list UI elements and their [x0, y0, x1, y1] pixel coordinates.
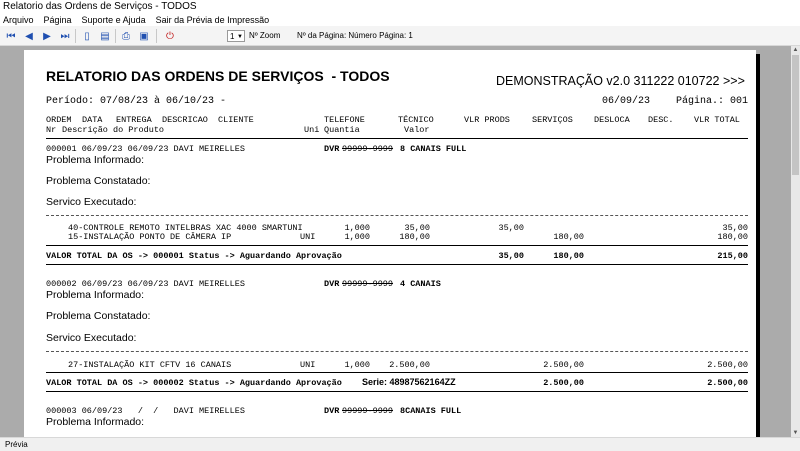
col-nr: Nr [46, 125, 57, 135]
item-qty: 1,000 [344, 223, 370, 233]
order-tech: 8CANAIS FULL [400, 406, 462, 416]
order-phone: 99999-9999 [342, 144, 394, 154]
col-quantia: Quantia [324, 125, 360, 135]
close-preview-icon[interactable]: ⏻ [166, 30, 174, 42]
order-total-divider [46, 245, 748, 246]
order-total-serv: 180,00 [553, 251, 584, 261]
preview-viewport[interactable] [0, 46, 791, 437]
col-cliente: CLIENTE [218, 115, 254, 125]
col-entrega: ENTREGA [116, 115, 152, 125]
item-uni: UNI [300, 232, 316, 242]
col-descricao: DESCRICAO [162, 115, 208, 125]
col-descricao-produto: Descrição do Produto [62, 125, 165, 135]
scroll-down-icon[interactable]: ▼ [792, 430, 799, 436]
order-divider [46, 264, 748, 265]
order-total-line: VALOR TOTAL DA OS -> 000002 Status -> Aguardando Aprovação [46, 378, 342, 388]
order-phone-prefix: DVR [324, 406, 340, 416]
item-uni: UNI [300, 360, 316, 370]
report-version: DEMONSTRAÇÃO v2.0 311222 010722 >>> [496, 74, 745, 88]
col-uni: Uni [304, 125, 320, 135]
item-valor: 35,00 [404, 223, 430, 233]
page-number-label: Nº da Página: Número Página: 1 [297, 31, 413, 40]
header-divider [46, 138, 748, 139]
item-valor: 180,00 [399, 232, 430, 242]
order-total-divider [46, 372, 748, 373]
order-phone-prefix: DVR [324, 279, 340, 289]
order-divider [46, 391, 748, 392]
order-phone: 99999-9999 [342, 406, 394, 416]
servico-executado-label: Servico Executado: [46, 196, 137, 208]
order-total: 2.500,00 [707, 378, 748, 388]
vertical-scrollbar[interactable] [791, 46, 800, 437]
order-line: 000001 06/09/23 06/09/23 DAVI MEIRELLES [46, 144, 245, 154]
item-serv: 2.500,00 [543, 360, 584, 370]
col-telefone: TELEFONE [324, 115, 365, 125]
status-bar: Prévia [0, 437, 800, 450]
scrollbar-thumb[interactable] [792, 55, 799, 175]
order-phone: 99999-9999 [342, 279, 394, 289]
item-valor: 2.500,00 [389, 360, 430, 370]
items-divider [46, 215, 748, 216]
col-data: DATA [82, 115, 103, 125]
report-date: 06/09/23 [602, 96, 651, 107]
zoom-label: Nº Zoom [249, 31, 281, 40]
menu-sair[interactable]: Sair da Prévia de Impressão [155, 15, 270, 25]
items-divider [46, 351, 748, 352]
chevron-down-icon: ▼ [237, 34, 243, 40]
report-period: Período: 07/08/23 à 06/10/23 - [46, 96, 227, 107]
col-ordem: ORDEM [46, 115, 72, 125]
save-icon[interactable]: ▣ [139, 30, 149, 42]
first-page-icon[interactable]: ⏮ [6, 30, 16, 42]
menu-arquivo[interactable]: Arquivo [3, 15, 34, 25]
order-total: 215,00 [717, 251, 748, 261]
item-desc: 15-INSTALAÇÃO PONTO DE CÂMERA IP [68, 232, 232, 242]
item-desc: 40-CONTROLE REMOTO INTELBRAS XAC 4000 SMARTUNI [68, 223, 303, 233]
item-qty: 1,000 [344, 360, 370, 370]
item-prods: 35,00 [498, 223, 524, 233]
print-icon[interactable]: ⎙ [122, 30, 130, 42]
menu-pagina[interactable]: Página [43, 15, 72, 25]
order-total-line: VALOR TOTAL DA OS -> 000001 Status -> Aguardando Aprovação [46, 251, 342, 261]
item-desc: 27-INSTALAÇÃO KIT CFTV 16 CANAIS [68, 360, 232, 370]
order-tech: 8 CANAIS FULL [400, 144, 467, 154]
item-qty: 1,000 [344, 232, 370, 242]
order-line: 000003 06/09/23 / / DAVI MEIRELLES [46, 406, 245, 416]
col-vlr-total: VLR TOTAL [694, 115, 740, 125]
order-total-prods: 35,00 [498, 251, 524, 261]
problema-informado-label: Problema Informado: [46, 416, 145, 428]
col-desc: DESC. [648, 115, 674, 125]
col-servicos: SERVIÇOS [532, 115, 573, 125]
col-vlr-prods: VLR PRODS [464, 115, 510, 125]
next-page-icon[interactable]: ▶ [43, 30, 51, 42]
report-title: RELATORIO DAS ORDENS DE SERVIÇOS - TODOS [46, 68, 390, 84]
prev-page-icon[interactable]: ◀ [25, 30, 33, 42]
single-page-icon[interactable]: ▯ [84, 30, 90, 42]
toolbar [0, 26, 800, 46]
zoom-select[interactable] [227, 30, 245, 42]
menu-suporte[interactable]: Suporte e Ajuda [81, 15, 146, 25]
toolbar-separator [115, 29, 116, 43]
servico-executado-label: Servico Executado: [46, 332, 137, 344]
toolbar-separator [75, 29, 76, 43]
col-valor: Valor [404, 125, 430, 135]
toolbar-separator [156, 29, 157, 43]
order-total-serv: 2.500,00 [543, 378, 584, 388]
window-title: Relatorio das Ordens de Serviços - TODOS [0, 0, 800, 14]
problema-constatado-label: Problema Constatado: [46, 175, 151, 187]
item-total: 2.500,00 [707, 360, 748, 370]
problema-informado-label: Problema Informado: [46, 289, 145, 301]
report-page-number: Página.: 001 [676, 96, 749, 107]
col-tecnico: TÉCNICO [398, 115, 434, 125]
multi-page-icon[interactable]: ▤ [100, 30, 110, 42]
item-total: 180,00 [717, 232, 748, 242]
scroll-up-icon[interactable]: ▲ [792, 47, 799, 53]
order-line: 000002 06/09/23 06/09/23 DAVI MEIRELLES [46, 279, 245, 289]
item-total: 35,00 [722, 223, 748, 233]
last-page-icon[interactable]: ⏭ [60, 30, 70, 42]
zoom-value: 1 [230, 32, 235, 41]
menu-bar [0, 14, 800, 26]
col-desloca: DESLOCA [594, 115, 630, 125]
problema-informado-label: Problema Informado: [46, 154, 145, 166]
order-phone-prefix: DVR [324, 144, 340, 154]
problema-constatado-label: Problema Constatado: [46, 310, 151, 322]
report-page [24, 50, 756, 437]
order-tech: 4 CANAIS [400, 279, 441, 289]
order-serie: Serie: 48987562164ZZ [362, 377, 456, 387]
item-serv: 180,00 [553, 232, 584, 242]
